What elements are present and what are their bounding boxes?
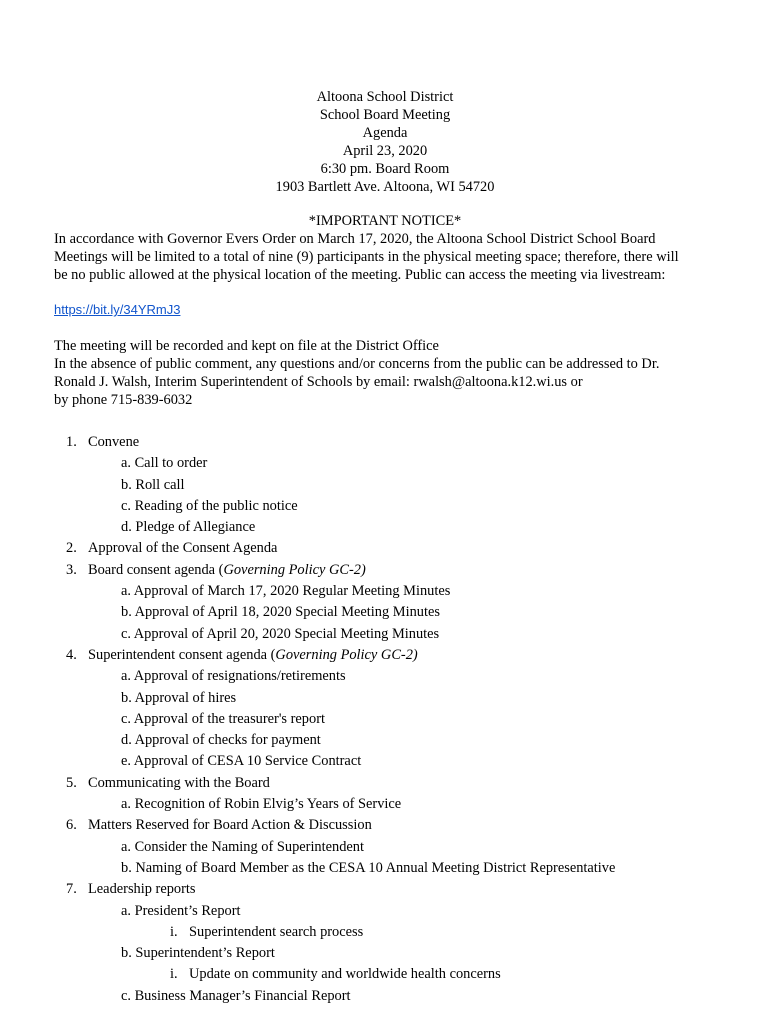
agenda-subitem — [0, 454, 770, 475]
agenda-subitem-text: a. Approval of March 17, 2020 Regular Meeting Minutes — [121, 583, 451, 600]
agenda-subitem — [0, 497, 770, 518]
agenda-item — [0, 774, 770, 795]
info-line: Ronald J. Walsh, Interim Superintendent of Schools by email: rwalsh@altoona.k12.wi.us or — [54, 374, 583, 390]
info-line: In the absence of public comment, any questions and/or concerns from the public can be addressed to Dr. — [54, 356, 660, 372]
agenda-item — [0, 539, 770, 560]
agenda-subitem — [0, 859, 770, 880]
notice-line: Meetings will be limited to a total of nine (9) participants in the physical meeting space; therefore, there will — [54, 249, 679, 265]
agenda-subsubitem-number: i. — [170, 923, 178, 940]
agenda-item — [0, 433, 770, 454]
agenda-subitem — [0, 731, 770, 752]
agenda-subsubitem-text: Update on community and worldwide health concerns — [189, 966, 501, 983]
agenda-subitem-text: d. Approval of checks for payment — [121, 732, 321, 749]
agenda-subitem — [0, 667, 770, 688]
agenda-subitem — [0, 476, 770, 497]
agenda-subitem-text: a. Call to order — [121, 455, 208, 472]
agenda-item — [0, 646, 770, 667]
agenda-item — [0, 880, 770, 901]
notice-body — [54, 230, 734, 284]
agenda-subitem-text: b. Superintendent’s Report — [121, 945, 275, 962]
agenda-subitem — [0, 603, 770, 624]
agenda-item-number: 2. — [66, 540, 77, 557]
notice-title: *IMPORTANT NOTICE* — [308, 213, 462, 229]
agenda-subitem — [0, 944, 770, 965]
agenda-subitem-text: a. Consider the Naming of Superintendent — [121, 838, 364, 855]
agenda-subitem — [0, 625, 770, 646]
agenda-subitem — [0, 582, 770, 603]
agenda-subitem — [0, 902, 770, 923]
agenda-item-label: Convene — [88, 434, 140, 450]
agenda-subsubitem — [0, 923, 770, 944]
agenda-item-label: Board consent agenda (Governing Policy GC-2) — [88, 561, 366, 578]
meeting-time-place: 6:30 pm. Board Room — [320, 161, 450, 177]
agenda-item-label: Superintendent consent agenda (Governing Policy GC-2) — [88, 646, 418, 663]
agenda-item-number: 6. — [66, 817, 77, 834]
livestream-link[interactable]: https://bit.ly/34YRmJ3 — [54, 302, 181, 317]
agenda-subitem-text: a. Approval of resignations/retirements — [121, 668, 346, 685]
document-type: Agenda — [362, 125, 408, 141]
agenda-subitem-text: c. Approval of April 20, 2020 Special Meeting Minutes — [121, 625, 440, 642]
agenda-subitem — [0, 518, 770, 539]
agenda-subitem-text: b. Roll call — [121, 476, 185, 493]
agenda-item — [0, 561, 770, 582]
agenda-item-number: 3. — [66, 561, 77, 578]
meeting-date: April 23, 2020 — [342, 143, 428, 159]
agenda-item-label: Leadership reports — [88, 881, 196, 898]
agenda-subitem-text: c. Reading of the public notice — [121, 497, 298, 514]
agenda-subsubitem-number: i. — [170, 966, 178, 983]
agenda-item-number: 1. — [66, 434, 77, 450]
agenda-list — [0, 433, 770, 1008]
agenda-item-label: Approval of the Consent Agenda — [88, 540, 278, 557]
agenda-subitem — [0, 752, 770, 773]
agenda-subitem-text: a. Recognition of Robin Elvig’s Years of Service — [121, 796, 402, 813]
meeting-address: 1903 Bartlett Ave. Altoona, WI 54720 — [275, 179, 495, 195]
agenda-subitem-text: b. Approval of April 18, 2020 Special Meeting Minutes — [121, 604, 440, 621]
agenda-subitem — [0, 795, 770, 816]
contact-info — [54, 337, 744, 409]
info-line: The meeting will be recorded and kept on file at the District Office — [54, 338, 439, 354]
agenda-subitem-text: c. Business Manager’s Financial Report — [121, 987, 351, 1004]
agenda-item-label: Matters Reserved for Board Action & Discussion — [88, 817, 372, 834]
policy-reference: Governing Policy GC-2) — [223, 561, 366, 578]
notice-line: be no public allowed at the physical location of the meeting. Public can access the meeting via livestream: — [54, 267, 666, 283]
agenda-subitem — [0, 710, 770, 731]
agenda-item-label: Communicating with the Board — [88, 774, 270, 791]
district-name: Altoona School District — [316, 89, 454, 105]
agenda-subitem — [0, 689, 770, 710]
policy-reference: Governing Policy GC-2) — [275, 646, 418, 663]
agenda-subitem-text: d. Pledge of Allegiance — [121, 519, 256, 536]
agenda-item-number: 7. — [66, 881, 77, 898]
agenda-subitem-text: e. Approval of CESA 10 Service Contract — [121, 753, 362, 770]
info-line: by phone 715-839-6032 — [54, 392, 193, 408]
meeting-name: School Board Meeting — [319, 107, 451, 123]
notice-line: In accordance with Governor Evers Order on March 17, 2020, the Altoona School District School Board — [54, 231, 656, 247]
agenda-subitem-text: c. Approval of the treasurer's report — [121, 710, 325, 727]
agenda-item-number: 5. — [66, 774, 77, 791]
document-header — [0, 88, 770, 196]
agenda-subitem-text: a. President’s Report — [121, 902, 241, 919]
agenda-item — [0, 816, 770, 837]
agenda-subitem — [0, 838, 770, 859]
agenda-subitem-text: b. Approval of hires — [121, 689, 237, 706]
agenda-subitem-text: b. Naming of Board Member as the CESA 10 Annual Meeting District Representative — [121, 859, 616, 876]
agenda-item-number: 4. — [66, 646, 77, 663]
agenda-subsubitem-text: Superintendent search process — [189, 923, 364, 940]
agenda-subsubitem — [0, 965, 770, 986]
agenda-subitem — [0, 987, 770, 1008]
